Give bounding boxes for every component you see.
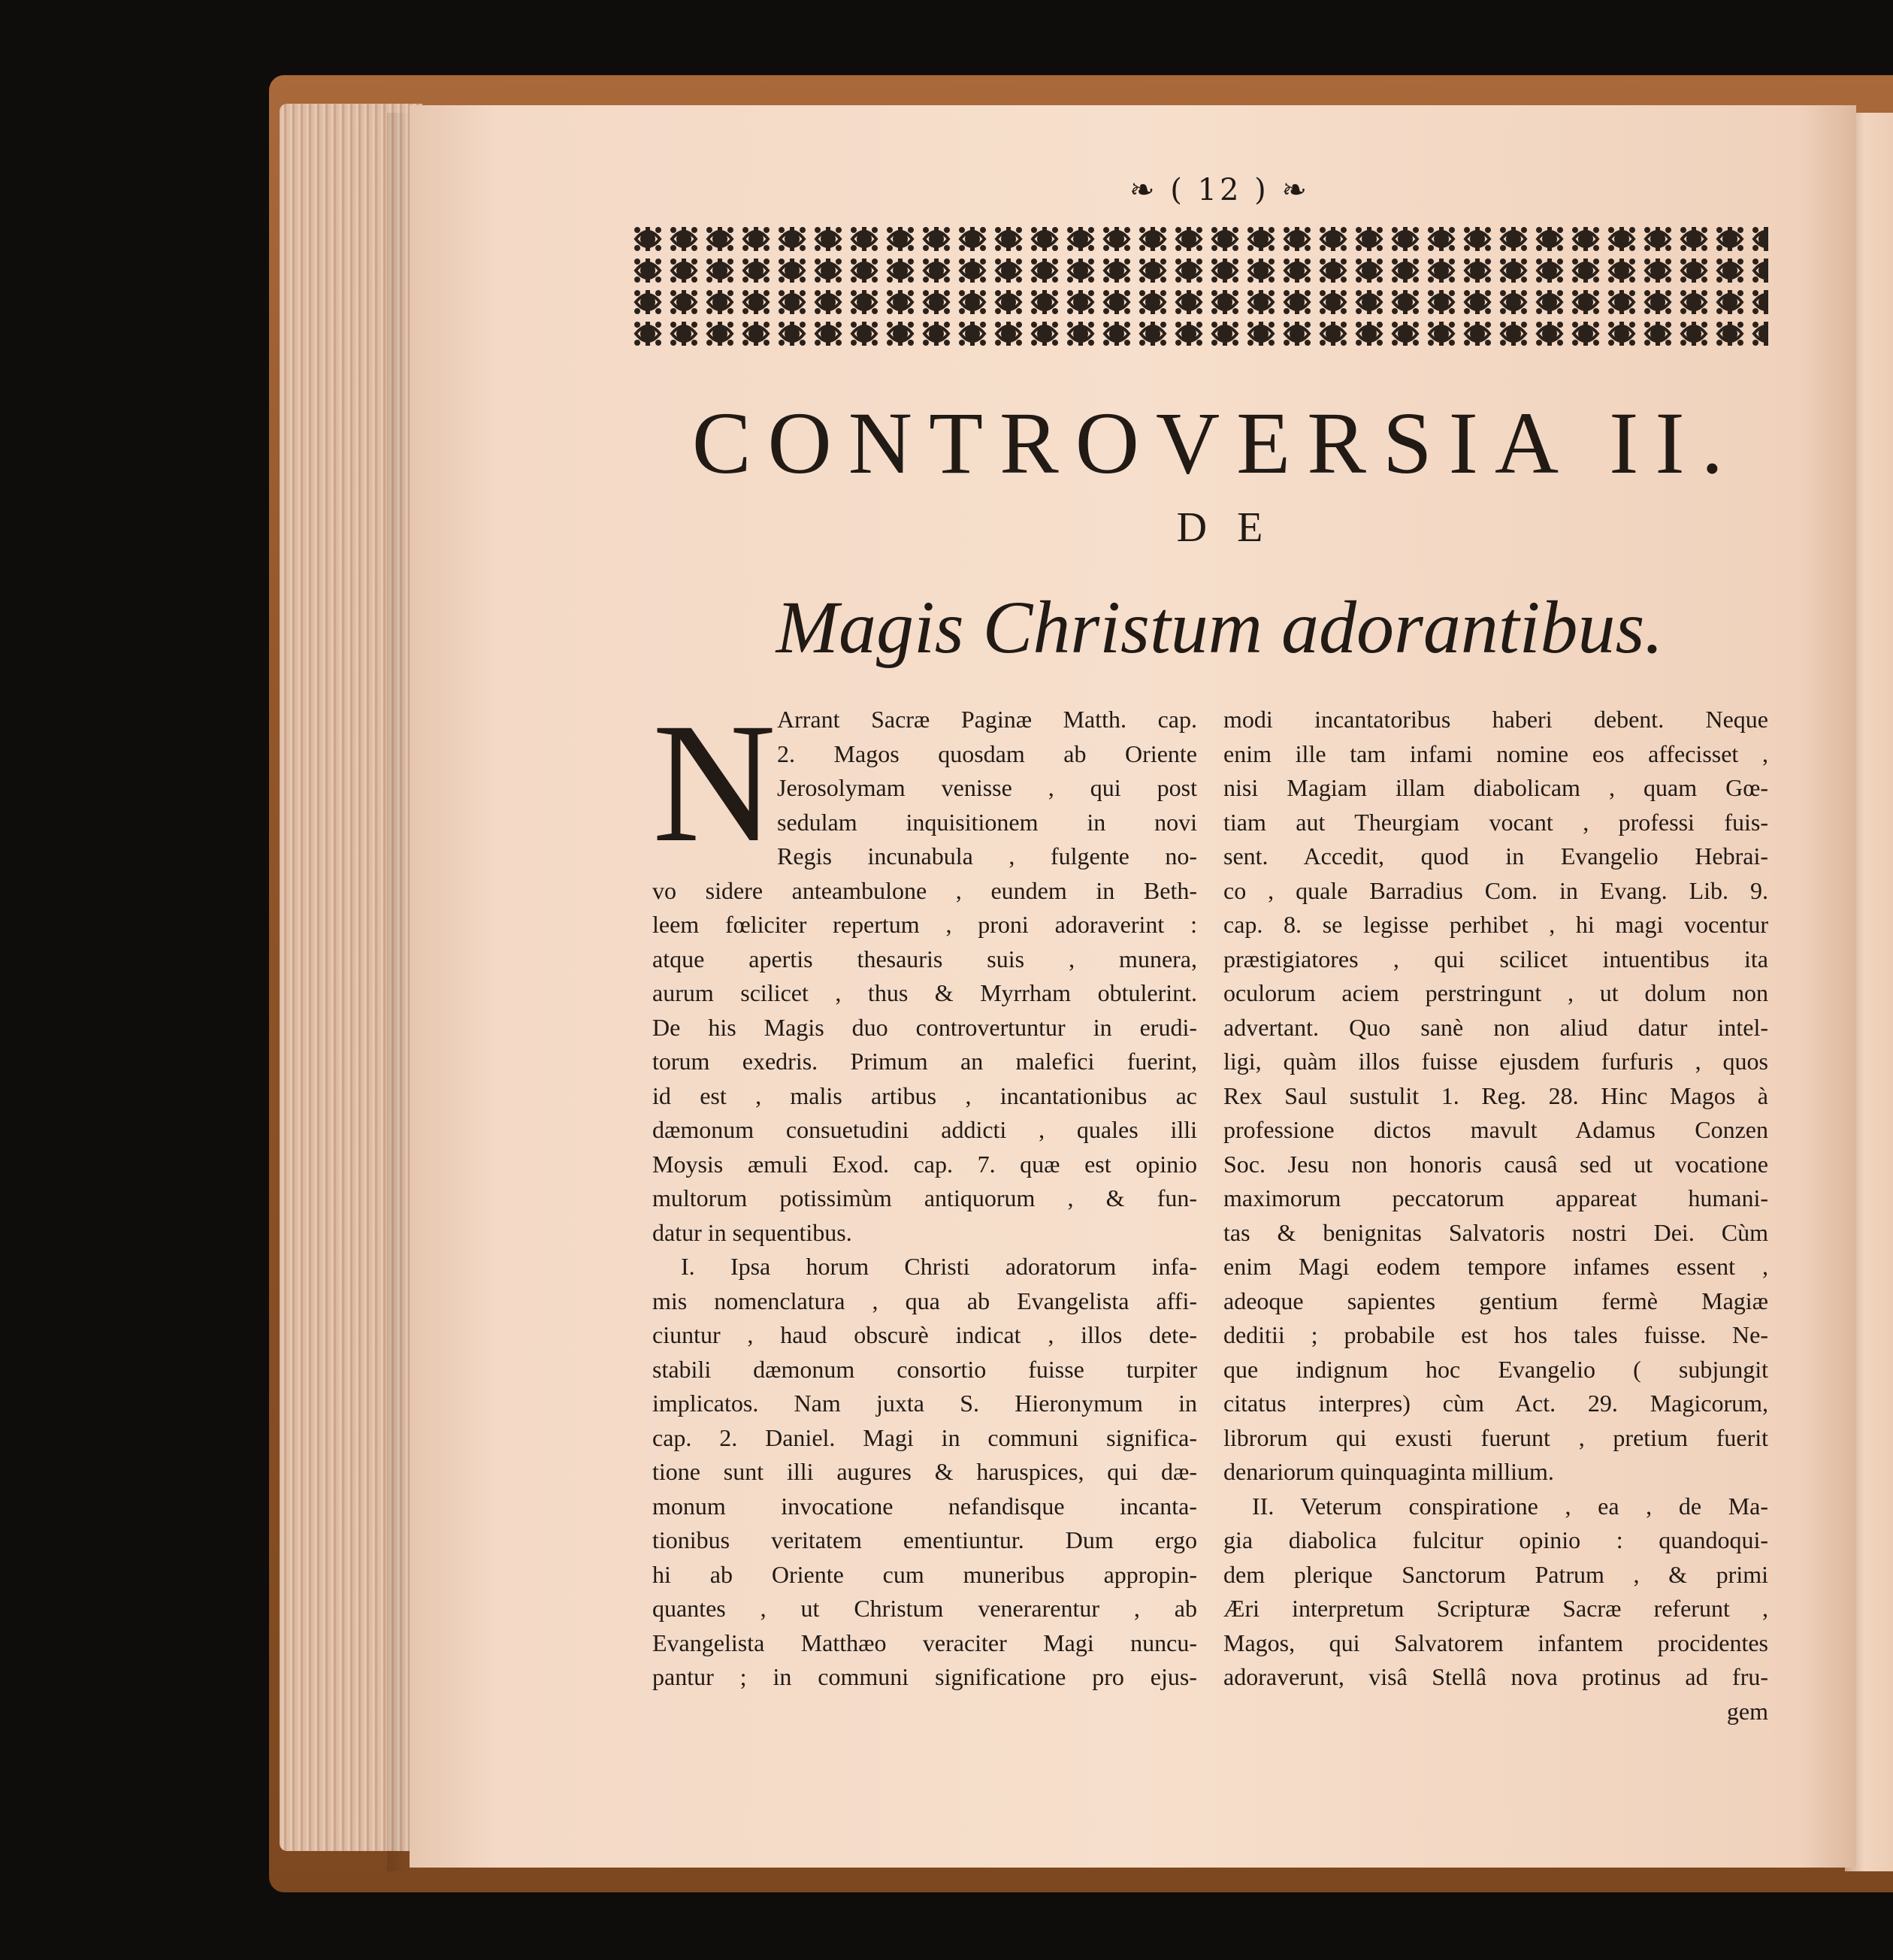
text-line: oculorum aciem perstringunt , ut dolum non bbox=[1223, 979, 1768, 1006]
text-line: I. Ipsa horum Christi adoratorum infa- bbox=[681, 1253, 1197, 1280]
text-line: deditii ; probabile est hos tales fuisse. Ne- bbox=[1223, 1321, 1768, 1348]
text-line: co , quale Barradius Com. in Evang. Lib. 9. bbox=[1223, 876, 1768, 904]
text-line: Magos, qui Salvatorem infantem procidentes bbox=[1223, 1629, 1768, 1656]
chapter-subtitle: Magis Christum adorantibus. bbox=[776, 585, 1664, 669]
chapter-preposition: DE bbox=[1176, 504, 1293, 551]
text-line: adoraverunt, visâ Stellâ nova protinus ad fru- bbox=[1223, 1663, 1768, 1690]
text-line: sent. Accedit, quod in Evangelio Hebrai- bbox=[1223, 842, 1768, 870]
text-line: tione sunt illi augures & haruspices, qui dæ- bbox=[652, 1458, 1197, 1485]
text-line: Evangelista Matthæo veraciter Magi nuncu- bbox=[652, 1629, 1197, 1656]
text-line: pantur ; in communi significatione pro ejus- bbox=[652, 1663, 1197, 1690]
text-line: gia diabolica fulcitur opinio : quandoqui- bbox=[1223, 1526, 1768, 1553]
text-line: sedulam inquisitionem in novi bbox=[777, 808, 1197, 836]
text-line: monum invocatione nefandisque incanta- bbox=[652, 1492, 1197, 1520]
text-line: enim Magi eodem tempore infames essent , bbox=[1223, 1253, 1768, 1280]
text-line: cap. 8. se legisse perhibet , hi magi vocentur bbox=[1223, 911, 1768, 938]
text-line: Regis incunabula , fulgente no- bbox=[777, 842, 1197, 870]
text-line: aurum scilicet , thus & Myrrham obtulerint. bbox=[652, 979, 1197, 1006]
text-line: mis nomenclatura , qua ab Evangelista affi- bbox=[652, 1287, 1197, 1314]
text-line: Arrant Sacræ Paginæ Matth. cap. bbox=[777, 706, 1197, 733]
page-number: ❧ ( 12 ) ❧ bbox=[1129, 173, 1310, 207]
text-line: Rex Saul sustulit 1. Reg. 28. Hinc Magos à bbox=[1223, 1081, 1768, 1109]
left-fleuron-icon: ❧ bbox=[1129, 173, 1158, 207]
text-line: implicatos. Nam juxta S. Hieronymum in bbox=[652, 1390, 1197, 1417]
ornament-band bbox=[630, 223, 1768, 351]
text-line: De his Magis duo controvertuntur in erudi- bbox=[652, 1013, 1197, 1041]
left-column bbox=[652, 688, 1197, 1695]
right-column bbox=[1223, 703, 1768, 1729]
text-line: dem plerique Sanctorum Patrum , & primi bbox=[1223, 1560, 1768, 1588]
text-line: denariorum quinquaginta millium. bbox=[1223, 1458, 1554, 1485]
text-line: Moysis æmuli Exod. cap. 7. quæ est opinio bbox=[652, 1150, 1197, 1178]
text-line: datur in sequentibus. bbox=[652, 1218, 852, 1246]
catchword: gem bbox=[1726, 1697, 1768, 1725]
text-line: adeoque sapientes gentium fermè Magiæ bbox=[1223, 1287, 1768, 1314]
text-line: vo sidere anteambulone , eundem in Beth- bbox=[652, 876, 1197, 904]
text-line: enim ille tam infami nomine eos affecisset , bbox=[1223, 740, 1768, 767]
text-line: Soc. Jesu non honoris causâ sed ut vocatione bbox=[1223, 1150, 1768, 1178]
text-line: tionibus veritatem ementiuntur. Dum ergo bbox=[652, 1526, 1197, 1553]
text-line: stabili dæmonum consortio fuisse turpiter bbox=[652, 1355, 1197, 1383]
text-line: II. Veterum conspiratione , ea , de Ma- bbox=[1252, 1492, 1768, 1520]
fleuron-border-icon bbox=[630, 223, 1768, 351]
chapter-title: CONTROVERSIA II. bbox=[691, 394, 1740, 492]
text-line: tiam aut Theurgiam vocant , professi fuis- bbox=[1223, 808, 1768, 836]
text-line: Jerosolymam venisse , qui post bbox=[777, 774, 1197, 801]
text-line: quantes , ut Christum venerarentur , ab bbox=[652, 1595, 1197, 1622]
text-line: leem fœliciter repertum , proni adoraverint : bbox=[652, 911, 1197, 938]
drop-cap: N bbox=[652, 688, 776, 878]
text-line: præstigiatores , qui scilicet intuentibus ita bbox=[1223, 945, 1768, 972]
gutter-shadow bbox=[387, 113, 410, 1871]
text-line: nisi Magiam illam diabolicam , quam Gœ- bbox=[1223, 774, 1768, 801]
text-line: cap. 2. Daniel. Magi in communi significa- bbox=[652, 1423, 1197, 1451]
right-fleuron-icon: ❧ bbox=[1281, 173, 1310, 207]
text-line: librorum qui exusti fuerunt , pretium fuerit bbox=[1223, 1423, 1768, 1451]
text-line: multorum potissimùm antiquorum , & fun- bbox=[652, 1184, 1197, 1211]
text-line: id est , malis artibus , incantationibus ac bbox=[652, 1081, 1197, 1109]
text-line: hi ab Oriente cum muneribus appropin- bbox=[652, 1560, 1197, 1588]
text-line: que indignum hoc Evangelio ( subjungit bbox=[1223, 1355, 1768, 1383]
text-line: ligi, quàm illos fuisse ejusdem furfuris , quos bbox=[1223, 1048, 1768, 1075]
text-block bbox=[630, 162, 1810, 1777]
text-line: Æri interpretum Scripturæ Sacræ referunt , bbox=[1223, 1595, 1768, 1622]
text-line: atque apertis thesauris suis , munera, bbox=[652, 945, 1197, 972]
text-line: 2. Magos quosdam ab Oriente bbox=[777, 740, 1197, 767]
text-line: advertant. Quo sanè non aliud datur intel- bbox=[1223, 1013, 1768, 1041]
text-line: maximorum peccatorum appareat humani- bbox=[1223, 1184, 1768, 1211]
text-line: dæmonum consuetudini addicti , quales illi bbox=[652, 1116, 1197, 1143]
text-line: citatus interpres) cùm Act. 29. Magicorum, bbox=[1223, 1390, 1768, 1417]
text-line: modi incantatoribus haberi debent. Neque bbox=[1223, 706, 1768, 733]
text-line: ciuntur , haud obscurè indicat , illos dete- bbox=[652, 1321, 1197, 1348]
text-line: tas & benignitas Salvatoris nostri Dei. Cùm bbox=[1223, 1218, 1768, 1246]
text-line: torum exedris. Primum an malefici fuerint, bbox=[652, 1048, 1197, 1075]
text-line: professione dictos mavult Adamus Conzen bbox=[1223, 1116, 1768, 1143]
